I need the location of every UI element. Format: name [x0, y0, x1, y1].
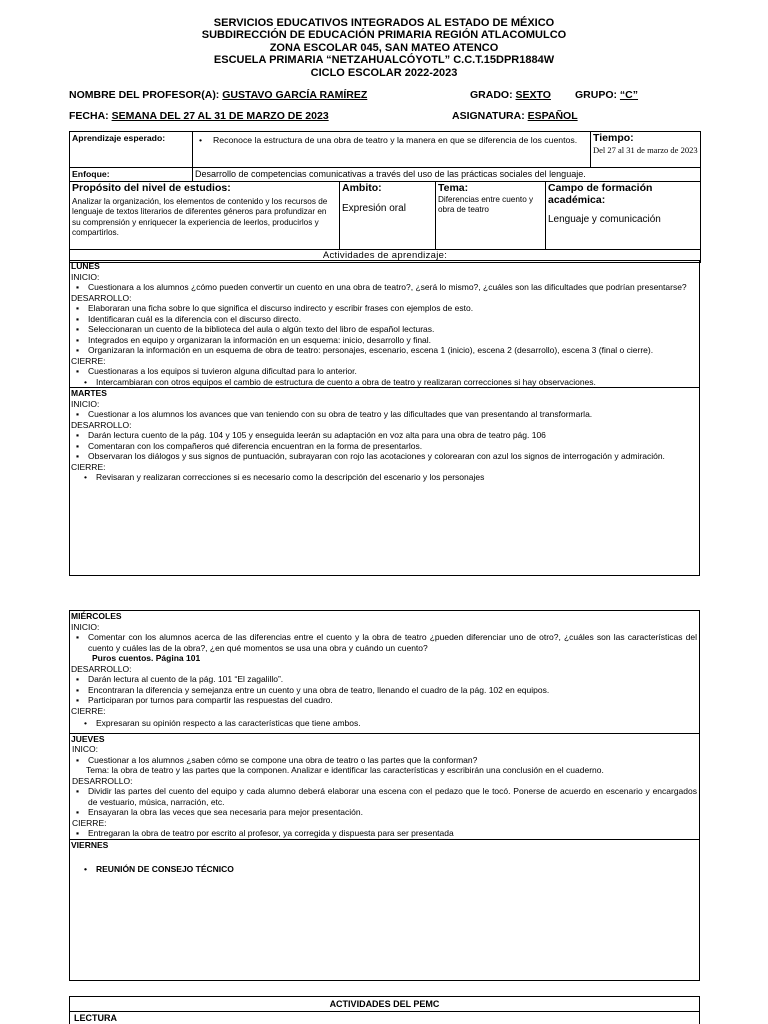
field-label: Campo de formación académica: — [548, 182, 653, 206]
date-value: SEMANA DEL 27 AL 31 DE MARZO DE 2023 — [111, 110, 329, 122]
scope-label: Ambito: — [342, 182, 382, 194]
date-label: FECHA: — [69, 110, 109, 122]
header-line-subdirection: SUBDIRECCIÓN DE EDUCACIÓN PRIMARIA REGIÓN ATLACOMULCO — [201, 29, 567, 42]
list-item: ▪ Seleccionaran un cuento de la biblioteca del aula o algún texto del libro de español lecturas. — [70, 324, 699, 335]
list-item: ▪ Participaran por turnos para compartir las respuestas del cuadro. — [70, 695, 699, 706]
bullet-icon: • — [199, 135, 203, 145]
header-line-school-year: CICLO ESCOLAR 2022-2023 — [310, 66, 458, 79]
bullet-icon: ▪ — [76, 440, 80, 451]
header-line-institution: SERVICIOS EDUCATIVOS INTEGRADOS AL ESTADO DE MÉXICO — [213, 17, 555, 29]
field-cell — [546, 182, 701, 250]
bullet-icon: ▪ — [76, 409, 80, 419]
list-item: ▪ Cuestionara a los alumnos ¿cómo pueden convertir un cuento en una obra de teatro?, ¿será lo mismo?, ¿cuáles son las dificultades que podrían presentarse? — [70, 282, 699, 293]
day-title-friday: VIERNES — [71, 839, 109, 850]
date-row — [69, 110, 329, 122]
list-item: ▪ Observaran los diálogos y sus signos de puntuación, subrayaran con rojo las acotaciones y colorearan con azul los signos de interrogación y admiración. — [70, 451, 699, 462]
pemc-table — [69, 996, 700, 1024]
list-item: ▪ Ensayaran la obra las veces que sea necesaria para mejor presentación. — [70, 807, 699, 818]
tuesday-section — [70, 387, 699, 483]
group-row — [575, 89, 638, 101]
day-title-tuesday: MARTES — [71, 388, 107, 398]
day-title-wednesday: MIÉRCOLES — [71, 611, 122, 621]
purpose-label: Propósito del nivel de estudios: — [72, 182, 231, 194]
expected-learning-cell — [193, 132, 591, 168]
bullet-icon: ▪ — [76, 674, 80, 684]
activities-box-wed-fri — [69, 610, 700, 981]
bullet-icon: ▪ — [76, 282, 80, 292]
phase-cierre: CIERRE: — [72, 817, 107, 828]
list-item: • Expresaran su opinión respecto a las características que tiene ambos. — [70, 718, 699, 729]
group-value: “C” — [619, 89, 639, 101]
expected-learning-label: Aprendizaje esperado: — [70, 132, 193, 168]
phase-cierre: CIERRE: — [71, 461, 106, 472]
pemc-title: ACTIVIDADES DEL PEMC — [70, 997, 699, 1012]
activities-heading: Actividades de aprendizaje: — [70, 250, 701, 263]
thursday-section — [70, 733, 699, 839]
scope-cell — [340, 182, 436, 250]
phase-desarrollo: DESARROLLO: — [71, 419, 132, 430]
activities-box-mon-tue — [69, 260, 700, 576]
bullet-icon: • — [84, 718, 87, 728]
bullet-icon: ▪ — [76, 632, 80, 642]
list-item: ▪ Identificaran cuál es la diferencia con el discurso directo. — [70, 314, 699, 325]
phase-desarrollo: DESARROLLO: — [71, 292, 132, 303]
approach-label: Enfoque: — [70, 168, 193, 182]
teacher-name: GUSTAVO GARCÍA RAMÍREZ — [222, 89, 368, 101]
bullet-icon: ▪ — [76, 828, 80, 838]
teacher-row — [69, 89, 367, 101]
list-item: ▪ Cuestionar a los alumnos los avances que van teniendo con su obra de teatro y las dificultades que van presentando al transformarla. — [70, 409, 699, 420]
phase-cierre: CIERRE: — [71, 355, 106, 366]
list-item: ▪ Integrados en equipo y organizaran la información en un esquema: inicio, desarrollo y final. — [70, 335, 699, 346]
topic-label: Tema: — [438, 182, 469, 194]
bullet-icon: ▪ — [76, 695, 80, 705]
bullet-icon: ▪ — [76, 684, 80, 695]
pemc-row-reading: LECTURA — [74, 1013, 117, 1023]
grade-label: GRADO: — [470, 89, 513, 101]
time-cell — [591, 132, 701, 168]
list-item: ▪ Elaboraran una ficha sobre lo que significa el discurso indirecto y escribir frases con ejemplos de esto. — [70, 303, 699, 314]
header-line-school: ESCUELA PRIMARIA “NETZAHUALCÓYOTL” C.C.T.15DPR1884W — [213, 54, 555, 67]
header-line-zone: ZONA ESCOLAR 045, SAN MATEO ATENCO — [269, 41, 499, 54]
bullet-icon: ▪ — [76, 430, 80, 440]
monday-section — [70, 261, 699, 387]
list-item: • REUNIÓN DE CONSEJO TÉCNICO — [70, 864, 699, 875]
note-text: Puros cuentos. Página 101 — [92, 653, 201, 663]
list-item: ▪ Cuestionar a los alumnos ¿saben cómo se compone una obra de teatro o las partes que la conforman? — [70, 755, 699, 766]
bullet-icon: ▪ — [76, 366, 80, 376]
bullet-icon: ▪ — [76, 345, 80, 355]
topic-value: Diferencias entre cuento y obra de teatro — [438, 194, 534, 214]
phase-inicio: INICO: — [72, 744, 98, 754]
list-item: ▪ Encontraran la diferencia y semejanza entre un cuento y una obra de teatro, llenando el cuadro de la pág. 102 en equipos. — [70, 685, 699, 696]
list-item: ▪ Comentaran con los compañeros qué diferencia encuentran en la forma de presentarlos. — [70, 441, 699, 452]
time-label: Tiempo: — [593, 132, 634, 144]
phase-inicio: INICIO: — [71, 271, 100, 282]
plan-table — [69, 131, 701, 263]
bullet-icon: • — [84, 864, 87, 874]
phase-desarrollo: DESARROLLO: — [71, 663, 132, 674]
bullet-icon: ▪ — [76, 451, 80, 461]
expected-learning-value: Reconoce la estructura de una obra de teatro y la manera en que se diferencia de los cuentos. — [213, 135, 578, 145]
day-title-thursday: JUEVES — [71, 733, 105, 744]
list-item: ▪ Dividir las partes del cuento del equipo y cada alumno deberá elaborar una escena con el pedazo que le tocó. Ponerse de acuerdo en escenario y encargados de vestuario, música, narración, etc. — [70, 786, 699, 807]
phase-cierre: CIERRE: — [71, 705, 106, 716]
phase-inicio: INICIO: — [71, 621, 100, 632]
subject-value: ESPAÑOL — [527, 110, 578, 122]
day-title-monday: LUNES — [71, 261, 100, 271]
bullet-icon: ▪ — [76, 334, 80, 345]
topic-cell — [436, 182, 546, 250]
bullet-icon: • — [84, 376, 87, 387]
list-item: • Intercambiaran con otros equipos el cambio de estructura de cuento a obra de teatro y realizaran correcciones si hay observaciones. — [70, 377, 699, 388]
time-value: Del 27 al 31 de marzo de 2023 — [593, 144, 698, 155]
bullet-icon: ▪ — [76, 324, 80, 334]
subject-row — [452, 110, 578, 122]
list-item: ▪ Darán lectura al cuento de la pág. 101 “El zagalillo”. — [70, 674, 699, 685]
phase-desarrollo: DESARROLLO: — [72, 775, 133, 786]
list-item: • Revisaran y realizaran correcciones si es necesario como la descripción del escenario y los personajes — [70, 472, 699, 483]
subject-label: ASIGNATURA: — [452, 110, 525, 122]
bullet-icon: • — [84, 472, 87, 482]
note-text: Tema: la obra de teatro y las partes que la componen. Analizar e identificar las características y escribirán una conclusión en el cuaderno. — [86, 765, 604, 775]
list-item: ▪ Darán lectura cuento de la pág. 104 y 105 y enseguida leerán su adaptación en voz alta para una obra de teatro pág. 106 — [70, 430, 699, 441]
bullet-icon: ▪ — [76, 807, 80, 817]
document-header — [0, 17, 768, 79]
phase-inicio: INICIO: — [71, 398, 100, 409]
list-item: ▪ Entregaran la obra de teatro por escrito al profesor, ya corregida y dispuesta para ser presentada — [70, 828, 699, 839]
grade-row — [470, 89, 551, 101]
list-item: ▪ Organizaran la información en un esquema de obra de teatro: personajes, escenario, escena 1 (inicio), escena 2 (desarrollo), escena 3 (final o cierre). — [70, 345, 699, 356]
bullet-icon: ▪ — [76, 313, 80, 324]
approach-value: Desarrollo de competencias comunicativas a través del uso de las prácticas sociales del lenguaje. — [193, 168, 701, 182]
field-value: Lenguaje y comunicación — [548, 214, 661, 225]
purpose-cell — [70, 182, 340, 250]
friday-section — [70, 839, 699, 875]
grade-value: SEXTO — [515, 89, 551, 101]
scope-value: Expresión oral — [342, 202, 406, 214]
group-label: GRUPO: — [575, 89, 617, 101]
list-item: ▪ Comentar con los alumnos acerca de las diferencias entre el cuento y la obra de teatro ¿pueden diferenciar uno de otro?, ¿cuáles son las características del cuento y cuáles las de la obra?, ¿en qué momentos se usa una obra y cuándo un cuento? — [70, 632, 699, 653]
teacher-label: NOMBRE DEL PROFESOR(A): — [69, 89, 220, 101]
bullet-icon: ▪ — [76, 754, 80, 765]
list-item: ▪ Cuestionaras a los equipos si tuvieron alguna dificultad para lo anterior. — [70, 366, 699, 377]
bullet-icon: ▪ — [76, 786, 80, 796]
purpose-value: Analizar la organización, los elementos de contenido y los recursos de lenguaje de textos literarios de diferentes géneros para profundizar en su comprensión y enriquecer la experiencia de leerlos, producirlos y compartirlos. — [72, 196, 328, 237]
wednesday-section — [70, 611, 699, 729]
bullet-icon: ▪ — [76, 303, 80, 313]
